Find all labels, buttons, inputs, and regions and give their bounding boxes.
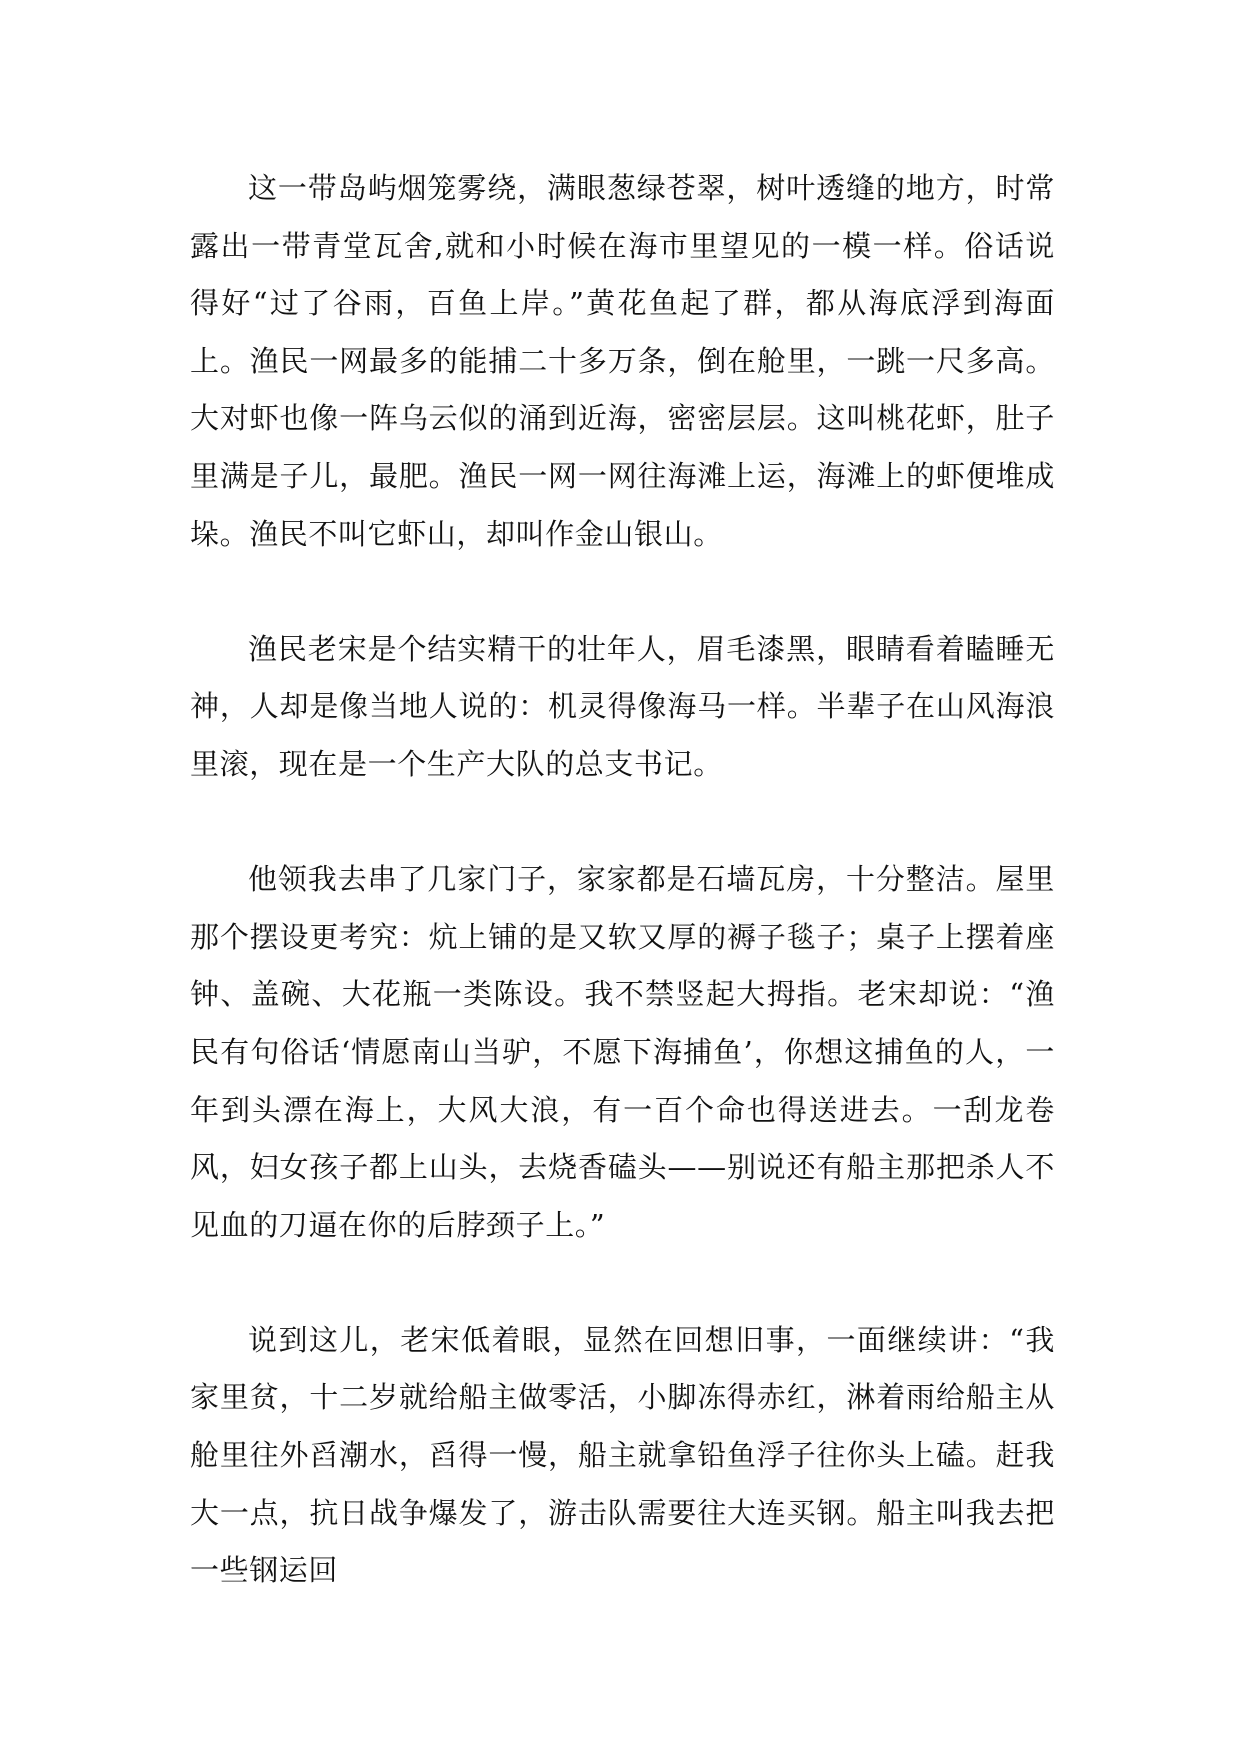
paragraph-2: 渔民老宋是个结实精干的壮年人，眉毛漆黑，眼睛看着瞌睡无神，人却是像当地人说的：机灵得像海马一样。半辈子在山风海浪里滚，现在是一个生产大队的总支书记。 bbox=[190, 631, 1055, 781]
paragraph-1: 这一带岛屿烟笼雾绕，满眼葱绿苍翠，树叶透缝的地方，时常露出一带青堂瓦舍,就和小时候在海市里望见的一模一样。俗话说得好“过了谷雨，百鱼上岸。”黄花鱼起了群，都从海底浮到海面上。渔民一网最多的能捕二十多万条，倒在舱里，一跳一尺多高。大对虾也像一阵乌云似的涌到近海，密密层层。这叫桃花虾，肚子里满是子儿，最肥。渔民一网一网往海滩上运，海滩上的虾便堆成垛。渔民不叫它虾山，却叫作金山银山。 bbox=[190, 171, 1055, 551]
paragraph-3: 他领我去串了几家门子，家家都是石墙瓦房，十分整洁。屋里那个摆设更考究：炕上铺的是又软又厚的褥子毯子；桌子上摆着座钟、盖碗、大花瓶一类陈设。我不禁竖起大拇指。老宋却说：“渔民有句俗话‘情愿南山当驴，不愿下海捕鱼’，你想这捕鱼的人，一年到头漂在海上，大风大浪，有一百个命也得送进去。一刮龙卷风，妇女孩子都上山头，去烧香磕头——别说还有船主那把杀人不见血的刀逼在你的后脖颈子上。” bbox=[190, 862, 1055, 1242]
paragraph-4: 说到这儿，老宋低着眼，显然在回想旧事，一面继续讲：“我家里贫，十二岁就给船主做零活，小脚冻得赤红，淋着雨给船主从舱里往外舀潮水，舀得一慢，船主就拿铅鱼浮子往你头上磕。赶我大一点，抗日战争爆发了，游击队需要往大连买钢。船主叫我去把一些钢运回 bbox=[190, 1322, 1055, 1588]
body-text bbox=[190, 160, 1055, 1657]
